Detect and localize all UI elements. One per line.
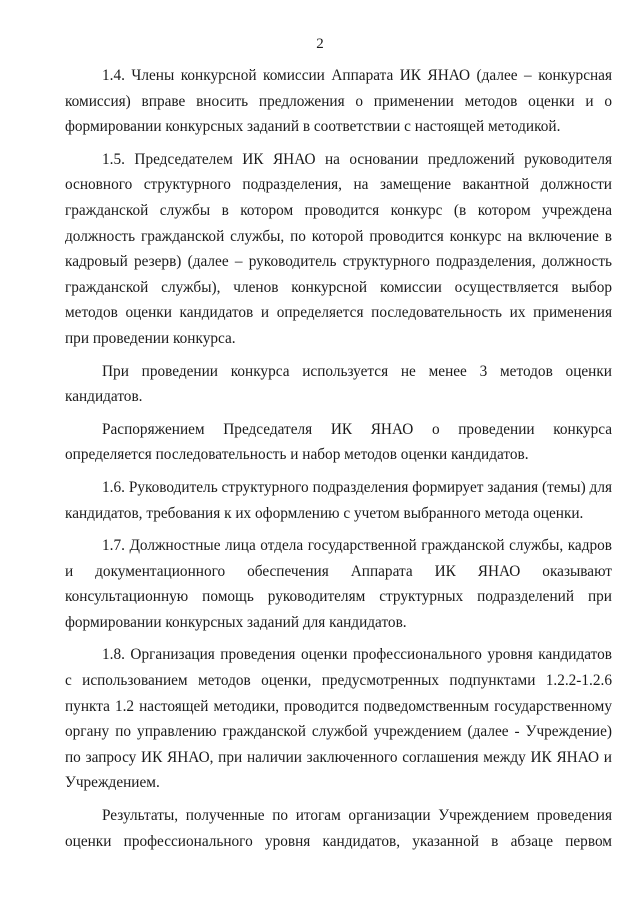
paragraph-results: Результаты, полученные по итогам организации Учреждением проведения оценки профессионального уровня кандидатов, указанной в абзаце первом xyxy=(65,807,612,850)
document-body xyxy=(65,63,612,854)
paragraph-chairman-order: Распоряжением Председателя ИК ЯНАО о проведении конкурса определяется последовательность и набор методов оценки кандидатов. xyxy=(65,420,612,464)
page-number: 2 xyxy=(316,36,324,52)
paragraph-1-5: 1.5. Председателем ИК ЯНАО на основании предложений руководителя основного структурного подразделения, на замещение вакантной должности гражданской службы в котором проводится конкурс (в котором учреждена должность гражданской службы, по которой проводится конкурс на включение в кадровый резерв) (далее – руководитель структурного подразделения, должность гражданской службы), членов конкурсной комиссии осуществляется выбор методов оценки кандидатов и определяется последовательность их применения при проведении конкурса. xyxy=(65,150,612,347)
paragraph-1-6: 1.6. Руководитель структурного подразделения формирует задания (темы) для кандидатов, требования к их оформлению с учетом выбранного метода оценки. xyxy=(65,478,612,522)
paragraph-1-7: 1.7. Должностные лица отдела государственной гражданской службы, кадров и документационного обеспечения Аппарата ИК ЯНАО оказывают консультационную помощь руководителям структурных подразделений при формировании конкурсных заданий для кандидатов. xyxy=(65,537,612,631)
paragraph-1-4: 1.4. Члены конкурсной комиссии Аппарата ИК ЯНАО (далее – конкурсная комиссия) вправе вносить предложения о применении методов оценки и о формировании конкурсных заданий в соответствии с настоящей методикой. xyxy=(65,67,612,136)
paragraph-methods-count: При проведении конкурса используется не менее 3 методов оценки кандидатов. xyxy=(65,362,612,406)
paragraph-1-8: 1.8. Организация проведения оценки профессионального уровня кандидатов с использованием методов оценки, предусмотренных подпунктами 1.2.2-1.2.6 пункта 1.2 настоящей методики, проводится подведомственным государственному органу по управлению гражданской службой учреждением (далее - Учреждение) по запросу ИК ЯНАО, при наличии заключенного соглашения между ИК ЯНАО и Учреждением. xyxy=(65,646,612,792)
